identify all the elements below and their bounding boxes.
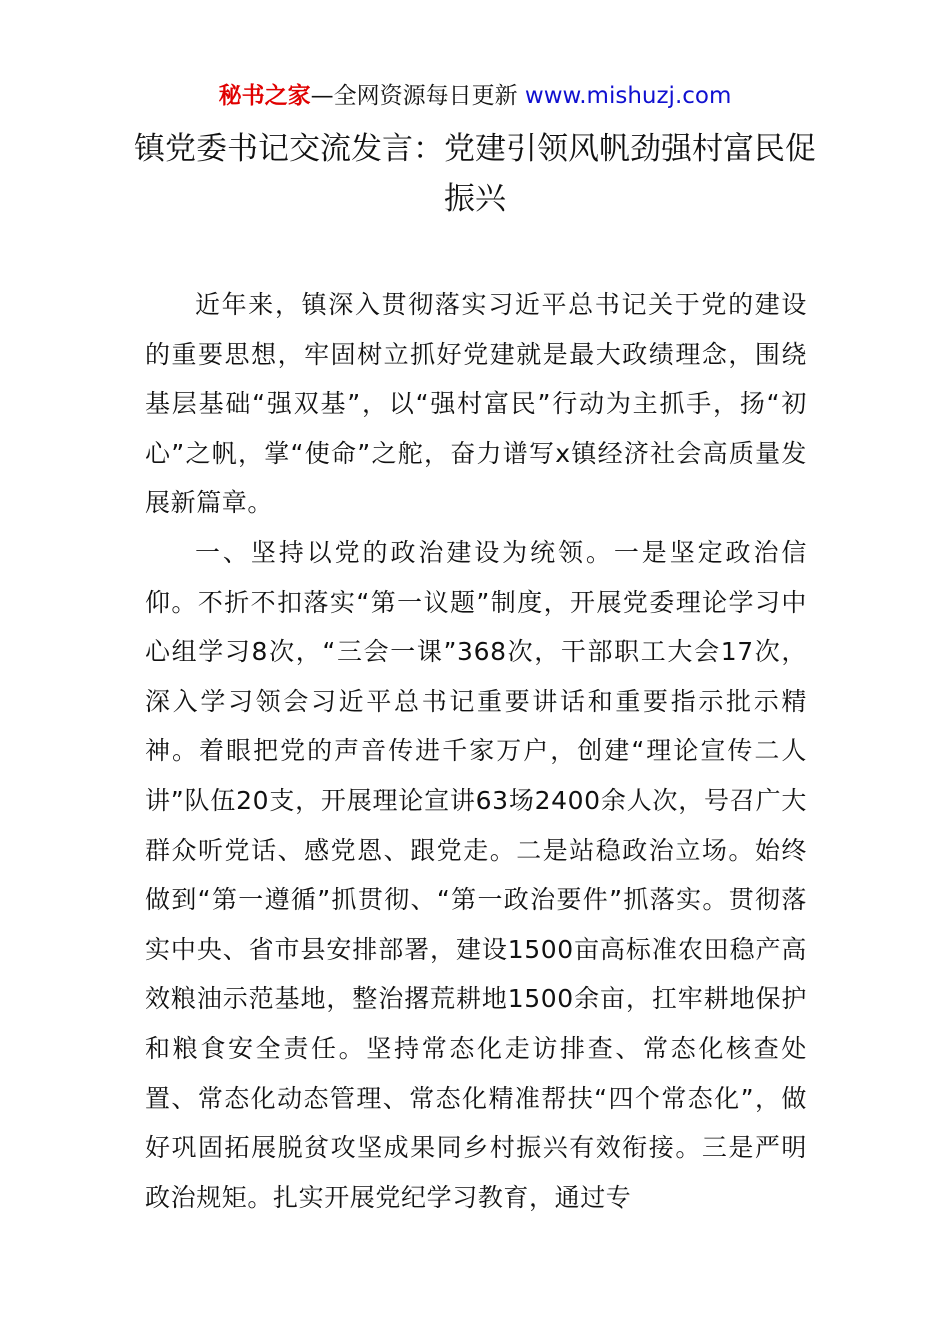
- brand-name: 秘书之家: [218, 83, 311, 109]
- site-header: [0, 80, 950, 112]
- site-url-link[interactable]: www.mishuzj.com: [524, 83, 732, 109]
- document-body: [145, 280, 807, 1222]
- header-tagline: —全网资源每日更新: [310, 83, 525, 109]
- paragraph-intro: 近年来，镇深入贯彻落实习近平总书记关于党的建设的重要思想，牢固树立抓好党建就是最大政绩理念，围绕基层基础“强双基”，以“强村富民”行动为主抓手，扬“初心”之帆，掌“使命”之舵，奋力谱写x镇经济社会高质量发展新篇章。: [145, 290, 807, 518]
- paragraph-section-one: 一、坚持以党的政治建设为统领。一是坚定政治信仰。不折不扣落实“第一议题”制度，开展党委理论学习中心组学习8次，“三会一课”368次，干部职工大会17次，深入学习领会习近平总书记重要讲话和重要指示批示精神。着眼把党的声音传进千家万户，创建“理论宣传二人讲”队伍20支，开展理论宣讲63场2400余人次，号召广大群众听党话、感党恩、跟党走。二是站稳政治立场。始终做到“第一遵循”抓贯彻、“第一政治要件”抓落实。贯彻落实中央、省市县安排部署，建设1500亩高标准农田稳产高效粮油示范基地，整治撂荒耕地1500余亩，扛牢耕地保护和粮食安全责任。坚持常态化走访排查、常态化核查处置、常态化动态管理、常态化精准帮扶“四个常态化”，做好巩固拓展脱贫攻坚成果同乡村振兴有效衔接。三是严明政治规矩。扎实开展党纪学习教育，通过专: [145, 537, 807, 1212]
- document-title: 镇党委书记交流发言：党建引领风帆劲强村富民促振兴: [134, 131, 816, 217]
